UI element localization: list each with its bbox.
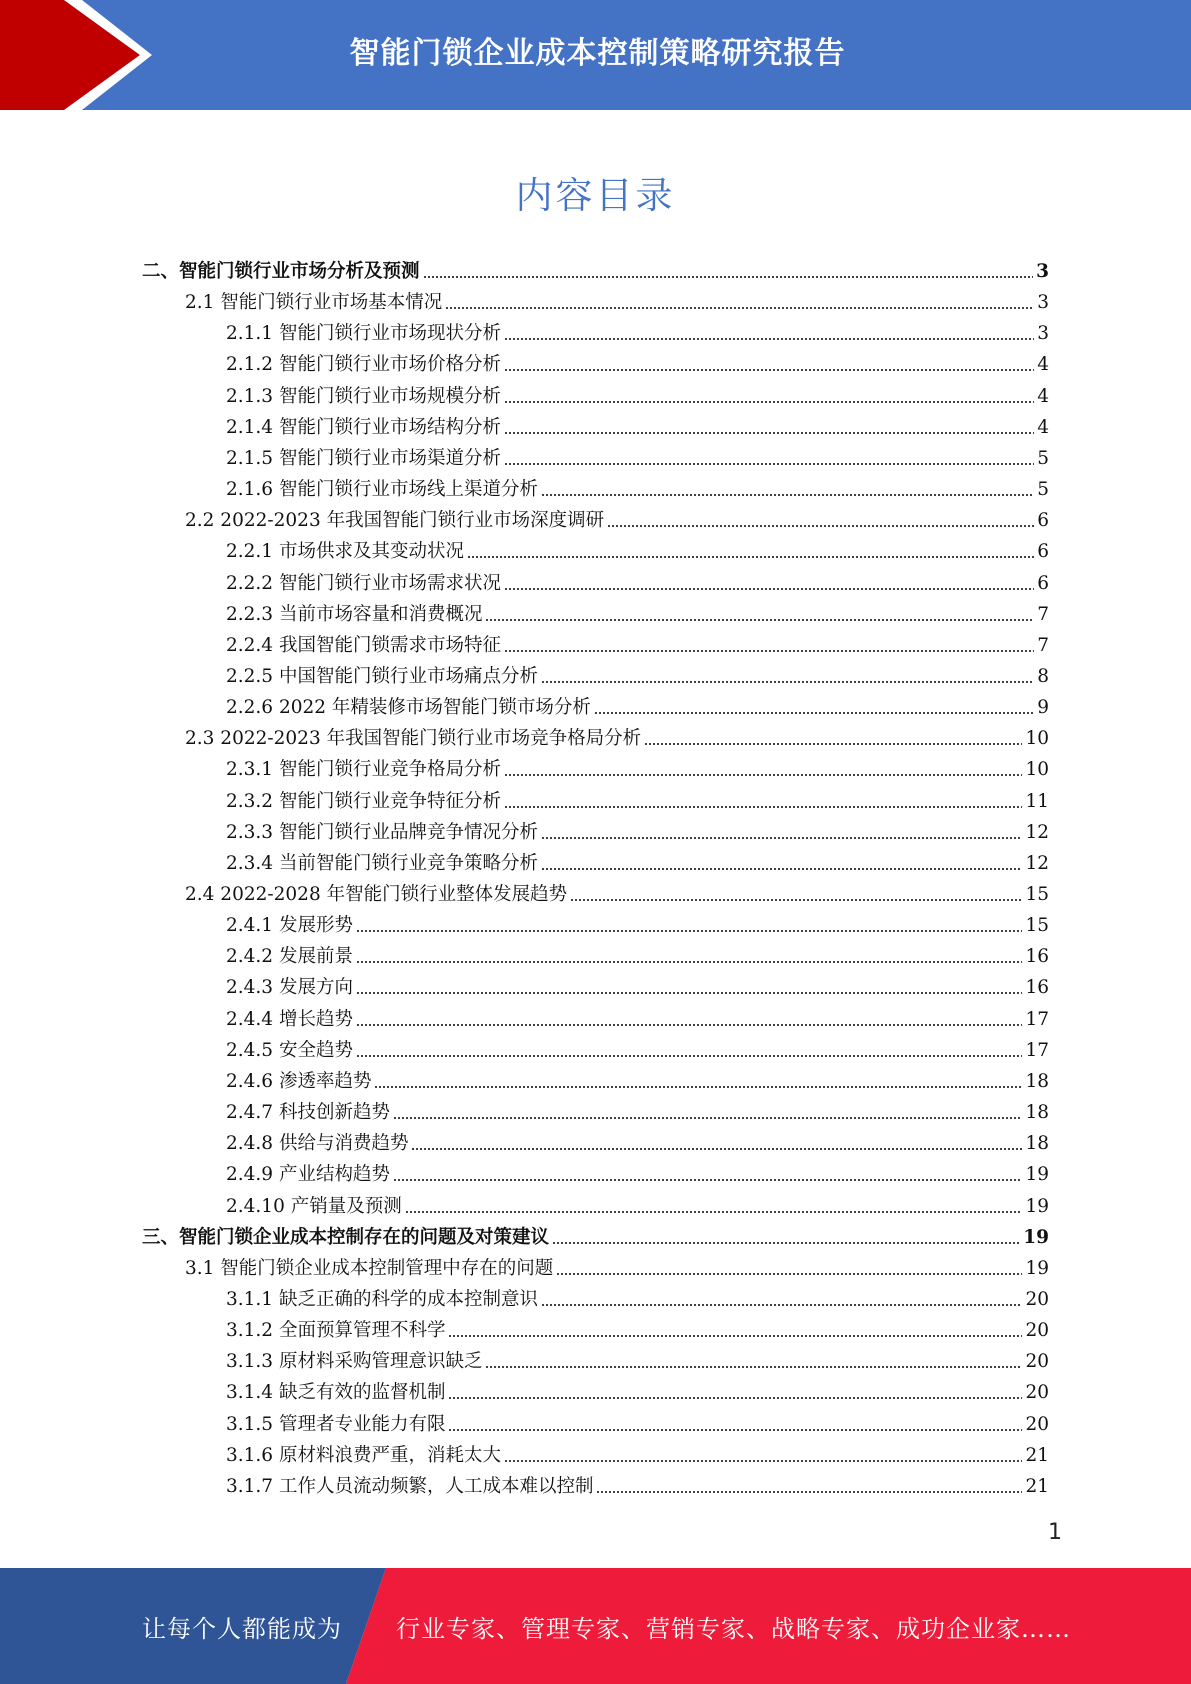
toc-entry-page: 15	[1025, 915, 1049, 937]
toc-entry[interactable]	[142, 1219, 1049, 1250]
footer-slogan-left: 让每个人都能成为	[142, 1614, 342, 1643]
toc-entry-label: 2.1.2 智能门锁行业市场价格分析	[226, 354, 501, 376]
toc-entry[interactable]	[226, 1032, 1049, 1063]
footer-band	[0, 1568, 1191, 1684]
toc-entry-page: 15	[1025, 884, 1049, 905]
toc-entry[interactable]	[226, 1188, 1049, 1219]
toc-entry[interactable]	[185, 876, 1049, 907]
toc-entry[interactable]	[226, 1156, 1049, 1187]
toc-entry[interactable]	[226, 1374, 1049, 1405]
toc-dot-leader	[356, 1055, 1023, 1057]
toc-entry[interactable]	[226, 409, 1049, 440]
toc-entry-label: 2.4.6 渗透率趋势	[226, 1070, 372, 1092]
toc-entry-label: 2.3.4 当前智能门锁行业竞争策略分析	[226, 852, 538, 874]
toc-entry-page: 20	[1025, 1413, 1049, 1435]
toc-dot-leader	[356, 1024, 1023, 1026]
toc-entry-label: 2.4.2 发展前景	[226, 946, 353, 968]
toc-entry[interactable]	[226, 1125, 1049, 1156]
toc-entry-page: 21	[1025, 1475, 1049, 1497]
toc-entry[interactable]	[226, 1063, 1049, 1094]
toc-dot-leader	[374, 1086, 1022, 1088]
toc-entry-label: 2.2 2022-2023 年我国智能门锁行业市场深度调研	[185, 510, 605, 532]
toc-entry-page: 19	[1025, 1257, 1049, 1279]
toc-dot-leader	[485, 1366, 1022, 1368]
toc-entry-label: 2.2.1 市场供求及其变动状况	[226, 541, 464, 563]
toc-entry-label: 2.1.6 智能门锁行业市场线上渠道分析	[226, 479, 538, 501]
toc-entry-page: 4	[1037, 416, 1049, 438]
toc-entry-label: 2.2.6 2022 年精装修市场智能门锁市场分析	[226, 697, 591, 719]
toc-dot-leader	[504, 806, 1022, 808]
toc-entry-label: 2.4.4 增长趋势	[226, 1008, 353, 1030]
toc-entry-label: 2.1.5 智能门锁行业市场渠道分析	[226, 447, 501, 469]
page-number: 1	[1048, 1520, 1062, 1545]
toc-dot-leader	[504, 401, 1034, 403]
toc-entry[interactable]	[226, 658, 1049, 689]
toc-entry-label: 2.1 智能门锁行业市场基本情况	[185, 292, 443, 314]
toc-entry[interactable]	[185, 502, 1049, 533]
toc-dot-leader	[504, 1460, 1022, 1462]
toc-entry[interactable]	[226, 378, 1049, 409]
toc-entry[interactable]	[142, 253, 1049, 284]
toc-dot-leader	[596, 1491, 1022, 1493]
toc-entry-label: 2.3 2022-2023 年我国智能门锁行业市场竞争格局分析	[185, 728, 642, 750]
toc-dot-leader	[445, 307, 1034, 309]
toc-entry-label: 2.4 2022-2028 年智能门锁行业整体发展趋势	[185, 884, 568, 905]
toc-entry-label: 2.4.10 产销量及预测	[226, 1195, 402, 1217]
toc-entry-label: 3.1 智能门锁企业成本控制管理中存在的问题	[185, 1257, 554, 1279]
toc-entry[interactable]	[226, 938, 1049, 969]
toc-entry-label: 2.2.4 我国智能门锁需求市场特征	[226, 634, 501, 656]
toc-entry-page: 4	[1037, 354, 1049, 376]
toc-entry[interactable]	[226, 1281, 1049, 1312]
toc-heading: 内容目录	[515, 174, 676, 217]
toc-entry[interactable]	[226, 533, 1049, 564]
toc-entry-page: 17	[1025, 1008, 1049, 1030]
toc-entry-page: 18	[1025, 1133, 1049, 1155]
toc-dot-leader	[423, 276, 1034, 278]
toc-dot-leader	[504, 588, 1034, 590]
toc-dot-leader	[594, 712, 1034, 714]
toc-entry[interactable]	[226, 814, 1049, 845]
toc-entry[interactable]	[226, 1312, 1049, 1343]
toc-entry-page: 19	[1025, 1195, 1049, 1217]
toc-entry-page: 8	[1037, 665, 1049, 687]
toc-entry-page: 12	[1025, 852, 1049, 874]
toc-entry[interactable]	[226, 751, 1049, 782]
toc-entry[interactable]	[226, 845, 1049, 876]
toc-dot-leader	[504, 463, 1034, 465]
toc-entry-page: 20	[1025, 1320, 1049, 1342]
toc-entry-label: 3.1.1 缺乏正确的科学的成本控制意识	[226, 1288, 538, 1310]
toc-entry-label: 3.1.2 全面预算管理不科学	[226, 1320, 446, 1342]
toc-entry-page: 12	[1025, 821, 1049, 843]
toc-entry-label: 2.4.3 发展方向	[226, 977, 353, 999]
report-title: 智能门锁企业成本控制策略研究报告	[349, 36, 846, 71]
toc-entry-label: 3.1.7 工作人员流动频繁，人工成本难以控制	[226, 1475, 594, 1497]
toc-entry-label: 三、智能门锁企业成本控制存在的问题及对策建议	[142, 1226, 550, 1248]
toc-entry-page: 17	[1025, 1039, 1049, 1061]
toc-dot-leader	[504, 432, 1034, 434]
toc-entry[interactable]	[226, 1343, 1049, 1374]
toc-entry-page: 19	[1025, 1164, 1049, 1186]
toc-dot-leader	[644, 743, 1022, 745]
toc-entry-label: 2.2.3 当前市场容量和消费概况	[226, 603, 483, 625]
toc-entry-page: 6	[1037, 510, 1049, 532]
toc-dot-leader	[504, 650, 1034, 652]
toc-entry-page: 18	[1025, 1070, 1049, 1092]
toc-dot-leader	[504, 338, 1034, 340]
toc-entry-page: 6	[1037, 541, 1049, 563]
footer-slogan-right: 行业专家、管理专家、营销专家、战略专家、成功企业家……	[396, 1614, 1071, 1643]
toc-entry-page: 3	[1037, 292, 1049, 314]
toc-entry-page: 5	[1037, 479, 1049, 501]
toc-entry-label: 2.3.1 智能门锁行业竞争格局分析	[226, 759, 501, 781]
toc-entry-page: 9	[1037, 697, 1049, 719]
toc-dot-leader	[448, 1397, 1022, 1399]
toc-dot-leader	[405, 1211, 1023, 1213]
toc-dot-leader	[607, 525, 1034, 527]
toc-entry[interactable]	[226, 627, 1049, 658]
toc-entry[interactable]	[185, 284, 1049, 315]
toc-dot-leader	[541, 681, 1034, 683]
toc-entry[interactable]	[226, 1468, 1049, 1499]
toc-entry[interactable]	[226, 596, 1049, 627]
toc-entry-page: 11	[1025, 790, 1049, 812]
toc-entry-page: 19	[1023, 1226, 1049, 1248]
toc-entry[interactable]	[226, 783, 1049, 814]
toc-entry[interactable]	[226, 565, 1049, 596]
toc-entry-label: 2.4.5 安全趋势	[226, 1039, 353, 1061]
toc-entry-page: 16	[1025, 977, 1049, 999]
toc-entry-page: 7	[1037, 634, 1049, 656]
toc-entry[interactable]	[226, 440, 1049, 471]
toc-entry[interactable]	[226, 1001, 1049, 1032]
toc-dot-leader	[411, 1148, 1022, 1150]
toc-entry[interactable]	[226, 471, 1049, 502]
toc-entry-label: 2.2.5 中国智能门锁行业市场痛点分析	[226, 665, 538, 687]
toc-dot-leader	[393, 1117, 1022, 1119]
toc-entry[interactable]	[226, 346, 1049, 377]
toc-entry-page: 10	[1025, 728, 1049, 750]
toc-dot-leader	[541, 1304, 1022, 1306]
toc-entry[interactable]	[226, 969, 1049, 1000]
toc-dot-leader	[448, 1429, 1022, 1431]
toc-dot-leader	[552, 1242, 1020, 1244]
toc-entry[interactable]	[185, 720, 1049, 751]
toc-dot-leader	[356, 930, 1023, 932]
toc-dot-leader	[570, 899, 1022, 901]
toc-entry-label: 2.3.2 智能门锁行业竞争特征分析	[226, 790, 501, 812]
toc-dot-leader	[448, 1335, 1022, 1337]
toc-entry-page: 10	[1025, 759, 1049, 781]
toc-entry[interactable]	[226, 907, 1049, 938]
toc-entry-page: 21	[1025, 1444, 1049, 1466]
toc-dot-leader	[556, 1273, 1022, 1275]
toc-entry-label: 3.1.3 原材料采购管理意识缺乏	[226, 1351, 483, 1373]
toc-dot-leader	[541, 494, 1034, 496]
toc-entry-page: 6	[1037, 572, 1049, 594]
toc-entry-label: 2.4.8 供给与消费趋势	[226, 1133, 409, 1155]
toc-entry-label: 2.3.3 智能门锁行业品牌竞争情况分析	[226, 821, 538, 843]
toc-entry-page: 18	[1025, 1102, 1049, 1124]
toc-entry-label: 3.1.5 管理者专业能力有限	[226, 1413, 446, 1435]
toc-entry-label: 2.1.3 智能门锁行业市场规模分析	[226, 385, 501, 407]
toc-entry[interactable]	[226, 1437, 1049, 1468]
toc-entry-page: 20	[1025, 1288, 1049, 1310]
toc-entry-label: 二、智能门锁行业市场分析及预测	[142, 261, 420, 282]
toc-entry-page: 4	[1037, 385, 1049, 407]
toc-entry-label: 3.1.6 原材料浪费严重，消耗太大	[226, 1444, 501, 1466]
toc-entry-label: 2.1.4 智能门锁行业市场结构分析	[226, 416, 501, 438]
toc-entry-label: 3.1.4 缺乏有效的监督机制	[226, 1382, 446, 1404]
toc-entry-label: 2.1.1 智能门锁行业市场现状分析	[226, 323, 501, 345]
toc-entry[interactable]	[226, 1406, 1049, 1437]
toc-entry-label: 2.4.9 产业结构趋势	[226, 1164, 390, 1186]
toc-entry[interactable]	[226, 689, 1049, 720]
report-header-band	[0, 0, 1191, 110]
toc-dot-leader	[504, 774, 1022, 776]
toc-dot-leader	[485, 619, 1034, 621]
toc-entry[interactable]	[226, 315, 1049, 346]
toc-entry-page: 7	[1037, 603, 1049, 625]
toc-entry-page: 3	[1037, 323, 1049, 345]
toc-entry-label: 2.4.7 科技创新趋势	[226, 1102, 390, 1124]
toc-entry-label: 2.2.2 智能门锁行业市场需求状况	[226, 572, 501, 594]
toc-dot-leader	[356, 961, 1023, 963]
toc-entry-page: 5	[1037, 447, 1049, 469]
toc-dot-leader	[541, 837, 1022, 839]
toc-dot-leader	[504, 369, 1034, 371]
toc-dot-leader	[393, 1179, 1022, 1181]
toc-entry[interactable]	[226, 1094, 1049, 1125]
toc-entry[interactable]	[185, 1250, 1049, 1281]
toc-dot-leader	[541, 868, 1022, 870]
toc-entry-page: 20	[1025, 1382, 1049, 1404]
toc-dot-leader	[356, 992, 1023, 994]
toc-entry-page: 16	[1025, 946, 1049, 968]
toc-entry-page: 3	[1036, 261, 1049, 282]
toc-dot-leader	[467, 556, 1034, 558]
toc-entry-page: 20	[1025, 1351, 1049, 1373]
toc-entry-label: 2.4.1 发展形势	[226, 915, 353, 937]
